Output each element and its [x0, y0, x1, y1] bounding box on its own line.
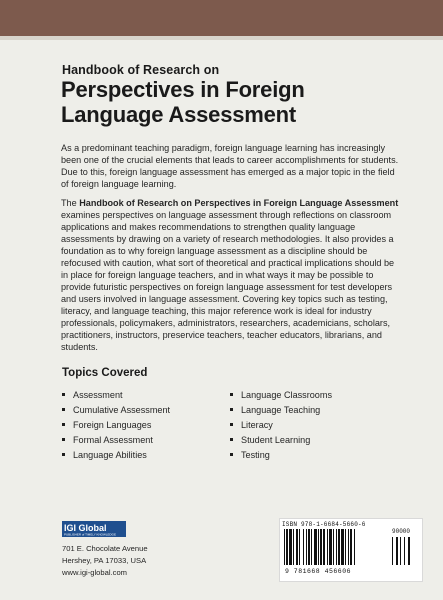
bullet-icon [62, 393, 65, 396]
barcode-bar [314, 529, 317, 565]
barcode-bar [306, 529, 307, 565]
barcode-addon-bar [392, 537, 393, 565]
barcode-bar [303, 529, 304, 565]
barcode-bar [323, 529, 325, 565]
list-item [60, 417, 170, 432]
top-color-band [0, 0, 443, 36]
barcode-bar [350, 529, 352, 565]
ean-label: 9 781668 456606 [285, 568, 352, 575]
topic-label: Formal Assessment [73, 434, 153, 445]
bullet-icon [62, 408, 65, 411]
barcode-bar [296, 529, 298, 565]
description-paragraph [61, 197, 401, 353]
barcode-addon-bar [408, 537, 410, 565]
barcode-bar [320, 529, 322, 565]
barcode-bar [284, 529, 285, 565]
topic-label: Foreign Languages [73, 419, 152, 430]
barcode-icon [284, 529, 416, 569]
bullet-icon [62, 438, 65, 441]
barcode-bar [327, 529, 328, 565]
list-item [228, 432, 332, 447]
logo-tagline: PUBLISHER of TIMELY KNOWLEDGE [64, 532, 117, 537]
barcode-bar [348, 529, 349, 565]
topic-label: Language Abilities [73, 449, 147, 460]
barcode-addon-bar [396, 537, 398, 565]
topic-label: Language Teaching [241, 404, 321, 415]
bullet-icon [62, 453, 65, 456]
barcode-bar [333, 529, 334, 565]
barcode-bar [336, 529, 337, 565]
barcode-bar [354, 529, 355, 565]
publisher-address-line1: 701 E. Chocolate Avenue [62, 544, 148, 553]
description-bold-title: Handbook of Research on Perspectives in Foreign Language Assessment [79, 198, 399, 208]
book-subtitle: Handbook of Research on [62, 63, 220, 77]
top-divider [0, 36, 443, 40]
barcode-bar [338, 529, 340, 565]
barcode-addon-bar [404, 537, 405, 565]
publisher-address-line2: Hershey, PA 17033, USA [62, 556, 147, 565]
barcode-bar [293, 529, 294, 565]
topic-label: Literacy [241, 419, 273, 430]
topic-label: Language Classrooms [241, 389, 332, 400]
list-item [60, 402, 170, 417]
bullet-icon [230, 453, 233, 456]
topic-label: Student Learning [241, 434, 311, 445]
intro-paragraph: As a predominant teaching paradigm, foreign language learning has increasingly been one of the crucial elements that leads to career accomplishments for students. Due to this, foreign language assessment has emerged as a major topic in the field of foreign language learning. [61, 143, 399, 189]
list-item [60, 387, 170, 402]
topic-label: Cumulative Assessment [73, 404, 171, 415]
list-item [228, 387, 332, 402]
topic-label: Testing [241, 449, 270, 460]
topic-label: Assessment [73, 389, 123, 400]
price-addon-label: 90000 [392, 528, 411, 535]
barcode-bar [308, 529, 310, 565]
bullet-icon [230, 423, 233, 426]
list-item [60, 432, 170, 447]
igi-global-logo [62, 521, 126, 537]
topics-list-right [228, 387, 332, 462]
bullet-icon [230, 393, 233, 396]
bullet-icon [230, 438, 233, 441]
book-title: Perspectives in Foreign Language Assessment [61, 77, 305, 127]
isbn-label: ISBN 978-1-6684-5660-6 [282, 521, 366, 528]
barcode-bar [341, 529, 344, 565]
topics-list-left [60, 387, 170, 462]
barcode-addon-bar [400, 537, 401, 565]
description-body: examines perspectives on language assessment through reflections on classroom applications and makes recommendations to strengthen quality language assessments by drawing on a variety of research methodologies. It also provides a foundation as to why foreign language assessment as a discipline should be refocused with caution, what sort of theoretical and practical implications should be in place for foreign language teachers, and in what ways it may be possible to provide futuristic perspectives on foreign language assessment for test developers and users involved in language assessment. Covering key topics such as testing, literacy, and language teaching, this major reference work is ideal for industry professionals, policymakers, administrators, researchers, academicians, scholars, practitioners, instructors, preservice teachers, teacher educators, librarians, and students. [61, 210, 395, 352]
barcode-bar [345, 529, 346, 565]
barcode-bar [311, 529, 312, 565]
barcode-bar [318, 529, 319, 565]
barcode-bar [289, 529, 292, 565]
bullet-icon [230, 408, 233, 411]
barcode-bar [329, 529, 332, 565]
description-prefix: The [61, 198, 80, 208]
publisher-website: www.igi-global.com [62, 568, 127, 577]
barcode-bar [286, 529, 288, 565]
list-item [228, 447, 332, 462]
list-item [228, 402, 332, 417]
barcode-bar [299, 529, 300, 565]
logo-text: IGI Global [64, 523, 107, 533]
list-item [228, 417, 332, 432]
topics-heading: Topics Covered [62, 367, 148, 379]
bullet-icon [62, 423, 65, 426]
list-item [60, 447, 170, 462]
